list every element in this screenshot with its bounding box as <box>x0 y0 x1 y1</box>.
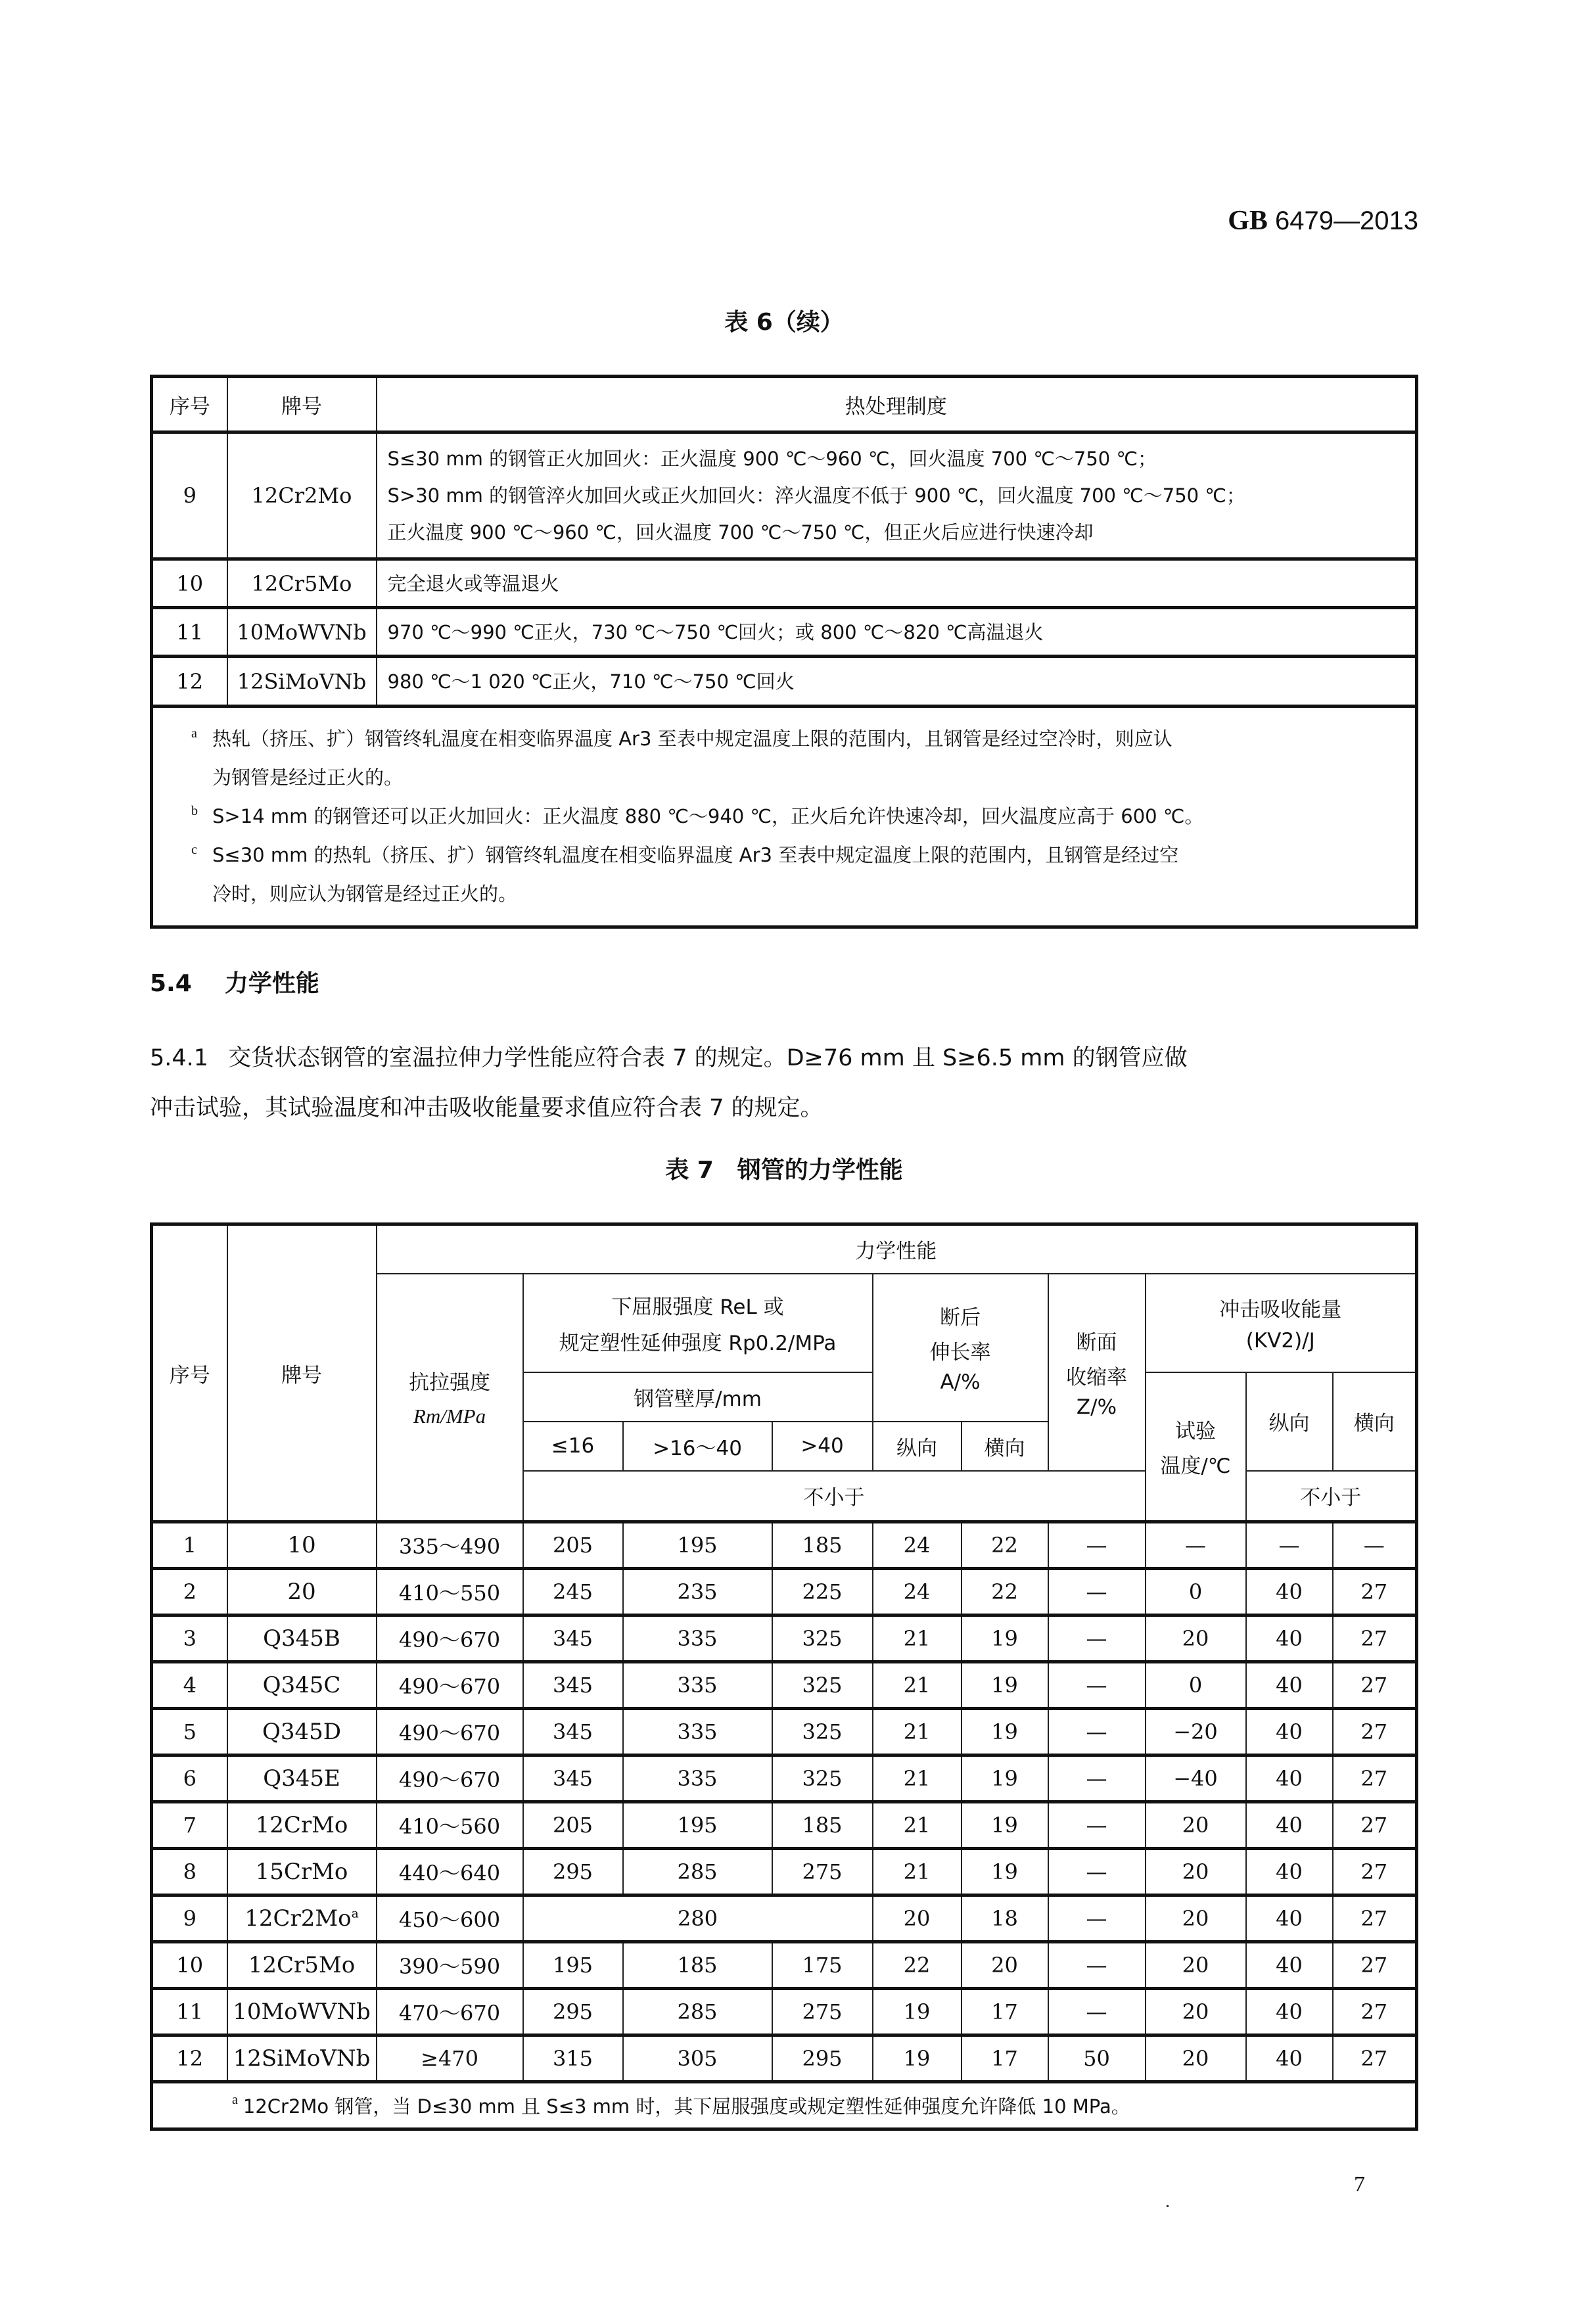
cell-elong-long: 19 <box>873 1989 962 2035</box>
cell-yield-le16: 195 <box>523 1942 623 1989</box>
cell-impact-trans: 27 <box>1333 1569 1417 1615</box>
standard-code <box>1196 205 1418 237</box>
col-header-no: 序号 <box>152 377 227 432</box>
col-header-tensile <box>377 1274 523 1522</box>
cell-impact-trans: 27 <box>1333 1709 1417 1755</box>
table7-mechanical-properties <box>150 1222 1418 2131</box>
footnote-marker: c <box>191 843 197 857</box>
cell-impact-long: 40 <box>1246 1942 1333 1989</box>
cell-test-temp: — <box>1146 1522 1246 1569</box>
cell-yield-16-40: 335 <box>623 1615 772 1662</box>
table-row <box>152 559 1417 608</box>
clause-5-4-1 <box>150 1033 1418 1133</box>
cell-tensile: 470～670 <box>377 1989 523 2035</box>
section-number: 5.4 <box>150 970 192 997</box>
cell-yield-16-40: 335 <box>623 1709 772 1755</box>
col-header-wall-gt40: >40 <box>772 1422 873 1471</box>
tensile-unit: Rm/MPa <box>413 1405 486 1428</box>
cell-test-temp: 20 <box>1146 1989 1246 2035</box>
row-no: 10 <box>152 559 227 608</box>
cell-reduction: — <box>1048 1989 1146 2035</box>
cell-no: 10 <box>152 1942 227 1989</box>
impact-label: 冲击吸收能量 <box>1219 1298 1342 1322</box>
table-row <box>152 432 1417 559</box>
cell-elong-long: 24 <box>873 1569 962 1615</box>
cell-grade: Q345E <box>227 1755 377 1802</box>
footnote-a-cont <box>212 758 1402 797</box>
standard-prefix: GB <box>1228 206 1268 236</box>
cell-grade: 20 <box>227 1569 377 1615</box>
col-header-min-1: 不小于 <box>523 1471 1146 1522</box>
table-row <box>152 608 1417 657</box>
cell-yield-le16: 345 <box>523 1615 623 1662</box>
table-row <box>152 1709 1417 1755</box>
cell-yield-16-40: 195 <box>623 1802 772 1849</box>
cell-yield-gt40: 325 <box>772 1709 873 1755</box>
cell-elong-long: 21 <box>873 1615 962 1662</box>
impact-unit: (KV2)/J <box>1245 1329 1315 1353</box>
clause-text-1: 交货状态钢管的室温拉伸力学性能应符合表 7 的规定。D≥76 mm 且 S≥6.5 mm 的钢管应做 <box>228 1045 1188 1071</box>
cell-yield-gt40: 185 <box>772 1802 873 1849</box>
col-header-yield <box>523 1274 873 1372</box>
page-number: 7 <box>1354 2172 1365 2196</box>
cell-yield-gt40: 325 <box>772 1662 873 1709</box>
cell-test-temp: 20 <box>1146 1849 1246 1895</box>
cell-tensile: ≥470 <box>377 2035 523 2082</box>
cell-yield-16-40: 235 <box>623 1569 772 1615</box>
col-header-mechanical-properties: 力学性能 <box>377 1224 1417 1274</box>
cell-tensile: 410～550 <box>377 1569 523 1615</box>
cell-impact-trans: 27 <box>1333 1755 1417 1802</box>
cell-impact-long: 40 <box>1246 2035 1333 2082</box>
cell-elong-trans: 19 <box>962 1849 1048 1895</box>
cell-yield-le16: 205 <box>523 1802 623 1849</box>
table-row <box>152 1615 1417 1662</box>
cell-grade: Q345C <box>227 1662 377 1709</box>
cell-reduction: — <box>1048 1755 1146 1802</box>
cell-reduction: — <box>1048 1709 1146 1755</box>
cell-impact-long: 40 <box>1246 1755 1333 1802</box>
footnote-ref: a <box>351 1907 359 1921</box>
footnote-text: 冷时，则应认为钢管是经过正火的。 <box>212 883 518 905</box>
cell-grade: 12Cr5Mo <box>227 1942 377 1989</box>
cell-elong-trans: 19 <box>962 1755 1048 1802</box>
table7-note-row <box>152 2082 1417 2129</box>
cell-yield-16-40: 305 <box>623 2035 772 2082</box>
cell-elong-long: 21 <box>873 1802 962 1849</box>
cell-impact-long: 40 <box>1246 1849 1333 1895</box>
elongation-unit: A/% <box>940 1370 981 1394</box>
table7-footnote <box>152 2082 1417 2129</box>
cell-elong-trans: 17 <box>962 2035 1048 2082</box>
table6-notes-row <box>152 707 1417 927</box>
cell-test-temp: 0 <box>1146 1662 1246 1709</box>
cell-yield-16-40: 335 <box>623 1755 772 1802</box>
cell-yield-le16: 245 <box>523 1569 623 1615</box>
footnote-a <box>191 720 1402 758</box>
cell-yield-merged: 280 <box>523 1895 873 1942</box>
cell-reduction: — <box>1048 1849 1146 1895</box>
table-row <box>152 1849 1417 1895</box>
cell-reduction: — <box>1048 1942 1146 1989</box>
cell-tensile: 490～670 <box>377 1709 523 1755</box>
table-row <box>152 657 1417 707</box>
footnote-c <box>191 836 1402 875</box>
cell-grade: 12SiMoVNb <box>227 2035 377 2082</box>
cell-no: 5 <box>152 1709 227 1755</box>
treatment-line: S>30 mm 的钢管淬火加回火或正火加回火：淬火温度不低于 900 ℃，回火温度 700 ℃～750 ℃； <box>387 484 1245 507</box>
cell-impact-long: 40 <box>1246 1895 1333 1942</box>
cell-no: 11 <box>152 1989 227 2035</box>
cell-elong-long: 21 <box>873 1849 962 1895</box>
cell-no: 6 <box>152 1755 227 1802</box>
cell-yield-16-40: 285 <box>623 1989 772 2035</box>
table7-body <box>152 1522 1417 2082</box>
cell-test-temp: 20 <box>1146 1802 1246 1849</box>
cell-test-temp: −20 <box>1146 1709 1246 1755</box>
footnote-b <box>191 797 1402 836</box>
yield-unit: 规定塑性延伸强度 Rp0.2/MPa <box>559 1331 837 1355</box>
cell-tensile: 410～560 <box>377 1802 523 1849</box>
cell-tensile: 490～670 <box>377 1755 523 1802</box>
col-header-wall-le16: ≤16 <box>523 1422 623 1471</box>
cell-yield-gt40: 275 <box>772 1989 873 2035</box>
cell-elong-long: 24 <box>873 1522 962 1569</box>
reduction-label-2: 收缩率 <box>1066 1365 1127 1389</box>
cell-elong-trans: 20 <box>962 1942 1048 1989</box>
col-header-elongation <box>873 1274 1048 1422</box>
cell-yield-16-40: 195 <box>623 1522 772 1569</box>
cell-reduction: — <box>1048 1802 1146 1849</box>
row-grade: 10MoWVNb <box>227 608 377 657</box>
cell-yield-le16: 345 <box>523 1755 623 1802</box>
yield-label: 下屈服强度 ReL 或 <box>611 1295 784 1319</box>
footnote-c-cont <box>212 875 1402 914</box>
section-title: 力学性能 <box>224 970 319 997</box>
table-row <box>152 1942 1417 1989</box>
col-header-impact-trans: 横向 <box>1333 1372 1417 1471</box>
cell-test-temp: 20 <box>1146 1615 1246 1662</box>
cell-elong-long: 20 <box>873 1895 962 1942</box>
cell-impact-trans: 27 <box>1333 1802 1417 1849</box>
cell-yield-le16: 295 <box>523 1849 623 1895</box>
row-no: 9 <box>152 432 227 559</box>
col-header-wall-thickness: 钢管壁厚/mm <box>523 1372 873 1422</box>
row-heat-treatment: 完全退火或等温退火 <box>377 559 1417 608</box>
cell-impact-trans: 27 <box>1333 1662 1417 1709</box>
section-heading <box>150 965 319 998</box>
col-header-elong-long: 纵向 <box>873 1422 962 1471</box>
cell-no: 9 <box>152 1895 227 1942</box>
cell-elong-long: 22 <box>873 1942 962 1989</box>
col-header-test-temp <box>1146 1372 1246 1522</box>
cell-no: 12 <box>152 2035 227 2082</box>
col-header-impact-long: 纵向 <box>1246 1372 1333 1471</box>
cell-yield-gt40: 325 <box>772 1615 873 1662</box>
cell-elong-trans: 18 <box>962 1895 1048 1942</box>
cell-test-temp: 20 <box>1146 2035 1246 2082</box>
col-header-min-2: 不小于 <box>1246 1471 1417 1522</box>
cell-reduction: — <box>1048 1522 1146 1569</box>
footnote-marker: a <box>232 2093 238 2107</box>
cell-yield-gt40: 225 <box>772 1569 873 1615</box>
cell-elong-trans: 19 <box>962 1615 1048 1662</box>
col-header-wall-16-40: >16～40 <box>623 1422 772 1471</box>
col-header-elong-trans: 横向 <box>962 1422 1048 1471</box>
row-no: 11 <box>152 608 227 657</box>
cell-impact-long: 40 <box>1246 1802 1333 1849</box>
cell-impact-trans: 27 <box>1333 1895 1417 1942</box>
cell-elong-trans: 19 <box>962 1662 1048 1709</box>
cell-no: 4 <box>152 1662 227 1709</box>
clause-line <box>150 1033 1418 1083</box>
elongation-label-2: 伸长率 <box>929 1341 991 1364</box>
cell-test-temp: 20 <box>1146 1895 1246 1942</box>
cell-yield-gt40: 175 <box>772 1942 873 1989</box>
footnote-text: 12Cr2Mo 钢管，当 D≤30 mm 且 S≤3 mm 时，其下屈服强度或规定塑性延伸强度允许降低 10 MPa。 <box>243 2095 1130 2118</box>
cell-elong-trans: 17 <box>962 1989 1048 2035</box>
cell-grade: 15CrMo <box>227 1849 377 1895</box>
cell-grade: Q345D <box>227 1709 377 1755</box>
table6-title: 表 6（续） <box>724 309 844 336</box>
cell-tensile: 450～600 <box>377 1895 523 1942</box>
cell-impact-long: 40 <box>1246 1709 1333 1755</box>
table-row <box>152 1989 1417 2035</box>
cell-elong-long: 21 <box>873 1709 962 1755</box>
cell-yield-gt40: 325 <box>772 1755 873 1802</box>
reduction-unit: Z/% <box>1076 1395 1117 1419</box>
footnote-marker: a <box>191 726 197 741</box>
cell-yield-gt40: 185 <box>772 1522 873 1569</box>
cell-reduction: — <box>1048 1895 1146 1942</box>
clause-number: 5.4.1 <box>150 1045 209 1071</box>
standard-number: 6479—2013 <box>1275 206 1418 235</box>
cell-elong-trans: 22 <box>962 1569 1048 1615</box>
cell-impact-trans: 27 <box>1333 1849 1417 1895</box>
cell-tensile: 390～590 <box>377 1942 523 1989</box>
cell-elong-long: 21 <box>873 1755 962 1802</box>
cell-yield-gt40: 275 <box>772 1849 873 1895</box>
cell-tensile: 335～490 <box>377 1522 523 1569</box>
cell-yield-gt40: 295 <box>772 2035 873 2082</box>
table-row <box>152 1895 1417 1942</box>
table6-notes <box>152 707 1417 927</box>
cell-impact-long: — <box>1246 1522 1333 1569</box>
col-header-grade: 牌号 <box>227 1224 377 1522</box>
cell-impact-long: 40 <box>1246 1615 1333 1662</box>
cell-reduction: — <box>1048 1615 1146 1662</box>
table-row <box>152 1569 1417 1615</box>
table-row <box>152 1522 1417 1569</box>
treatment-line: S≤30 mm 的钢管正火加回火：正火温度 900 ℃～960 ℃，回火温度 700 ℃～750 ℃； <box>387 448 1157 470</box>
cell-grade: Q345B <box>227 1615 377 1662</box>
scan-speck <box>1167 2205 1169 2207</box>
cell-yield-le16: 295 <box>523 1989 623 2035</box>
cell-impact-long: 40 <box>1246 1989 1333 2035</box>
cell-yield-16-40: 185 <box>623 1942 772 1989</box>
cell-reduction: — <box>1048 1662 1146 1709</box>
cell-impact-trans: 27 <box>1333 1942 1417 1989</box>
row-grade: 12SiMoVNb <box>227 657 377 707</box>
clause-text-2: 冲击试验，其试验温度和冲击吸收能量要求值应符合表 7 的规定。 <box>150 1095 824 1121</box>
table6-heat-treatment <box>150 375 1418 929</box>
tensile-label: 抗拉强度 <box>409 1371 490 1395</box>
table6-header-row <box>152 377 1417 432</box>
cell-impact-long: 40 <box>1246 1569 1333 1615</box>
elongation-label-1: 断后 <box>940 1306 981 1330</box>
cell-test-temp: 20 <box>1146 1942 1246 1989</box>
cell-impact-trans: — <box>1333 1522 1417 1569</box>
row-no: 12 <box>152 657 227 707</box>
cell-no: 8 <box>152 1849 227 1895</box>
table-row <box>152 1662 1417 1709</box>
cell-yield-16-40: 285 <box>623 1849 772 1895</box>
row-heat-treatment <box>377 432 1417 559</box>
cell-tensile: 490～670 <box>377 1615 523 1662</box>
footnote-text: 热轧（挤压、扩）钢管终轧温度在相变临界温度 Ar3 至表中规定温度上限的范围内，且钢管是经过空冷时，则应认 <box>212 728 1172 750</box>
table-row <box>152 1755 1417 1802</box>
cell-yield-le16: 345 <box>523 1709 623 1755</box>
cell-no: 3 <box>152 1615 227 1662</box>
cell-impact-long: 40 <box>1246 1662 1333 1709</box>
cell-impact-trans: 27 <box>1333 2035 1417 2082</box>
col-header-impact <box>1146 1274 1417 1372</box>
cell-impact-trans: 27 <box>1333 1615 1417 1662</box>
treatment-line: 正火温度 900 ℃～960 ℃，回火温度 700 ℃～750 ℃，但正火后应进行快速冷却 <box>387 521 1094 544</box>
footnote-text: S>14 mm 的钢管还可以正火加回火：正火温度 880 ℃～940 ℃，正火后允许快速冷却，回火温度应高于 600 ℃。 <box>212 805 1204 827</box>
footnote-text: 为钢管是经过正火的。 <box>212 766 404 789</box>
grade-text: 12Cr2Mo <box>244 1905 352 1932</box>
col-header-grade: 牌号 <box>227 377 377 432</box>
test-temp-label-2: 温度/℃ <box>1160 1454 1231 1478</box>
cell-grade: 10MoWVNb <box>227 1989 377 2035</box>
row-grade: 12Cr2Mo <box>227 432 377 559</box>
cell-grade: 12CrMo <box>227 1802 377 1849</box>
cell-grade <box>227 1895 377 1942</box>
row-heat-treatment: 970 ℃～990 ℃正火，730 ℃～750 ℃回火；或 800 ℃～820 ℃高温退火 <box>377 608 1417 657</box>
cell-impact-trans: 27 <box>1333 1989 1417 2035</box>
cell-yield-le16: 345 <box>523 1662 623 1709</box>
cell-tensile: 490～670 <box>377 1662 523 1709</box>
cell-no: 1 <box>152 1522 227 1569</box>
cell-reduction: — <box>1048 1569 1146 1615</box>
footnote-text: S≤30 mm 的热轧（挤压、扩）钢管终轧温度在相变临界温度 Ar3 至表中规定温度上限的范围内，且钢管是经过空 <box>212 844 1179 866</box>
row-grade: 12Cr5Mo <box>227 559 377 608</box>
table-row <box>152 1802 1417 1849</box>
test-temp-label-1: 试验 <box>1175 1419 1216 1443</box>
cell-no: 2 <box>152 1569 227 1615</box>
row-heat-treatment: 980 ℃～1 020 ℃正火，710 ℃～750 ℃回火 <box>377 657 1417 707</box>
cell-tensile: 440～640 <box>377 1849 523 1895</box>
cell-reduction: 50 <box>1048 2035 1146 2082</box>
cell-elong-trans: 19 <box>962 1802 1048 1849</box>
cell-test-temp: 0 <box>1146 1569 1246 1615</box>
cell-elong-trans: 22 <box>962 1522 1048 1569</box>
footnote-marker: b <box>191 804 198 818</box>
col-header-reduction <box>1048 1274 1146 1471</box>
table7-header-row-1 <box>152 1224 1417 1274</box>
cell-test-temp: −40 <box>1146 1755 1246 1802</box>
cell-elong-long: 21 <box>873 1662 962 1709</box>
cell-yield-le16: 315 <box>523 2035 623 2082</box>
cell-no: 7 <box>152 1802 227 1849</box>
col-header-heat-treatment: 热处理制度 <box>377 377 1417 432</box>
reduction-label-1: 断面 <box>1076 1330 1117 1355</box>
table-row <box>152 2035 1417 2082</box>
cell-elong-trans: 19 <box>962 1709 1048 1755</box>
table7-title: 表 7 钢管的力学性能 <box>665 1157 903 1184</box>
cell-yield-16-40: 335 <box>623 1662 772 1709</box>
col-header-no: 序号 <box>152 1224 227 1522</box>
cell-yield-le16: 205 <box>523 1522 623 1569</box>
cell-elong-long: 19 <box>873 2035 962 2082</box>
cell-grade: 10 <box>227 1522 377 1569</box>
